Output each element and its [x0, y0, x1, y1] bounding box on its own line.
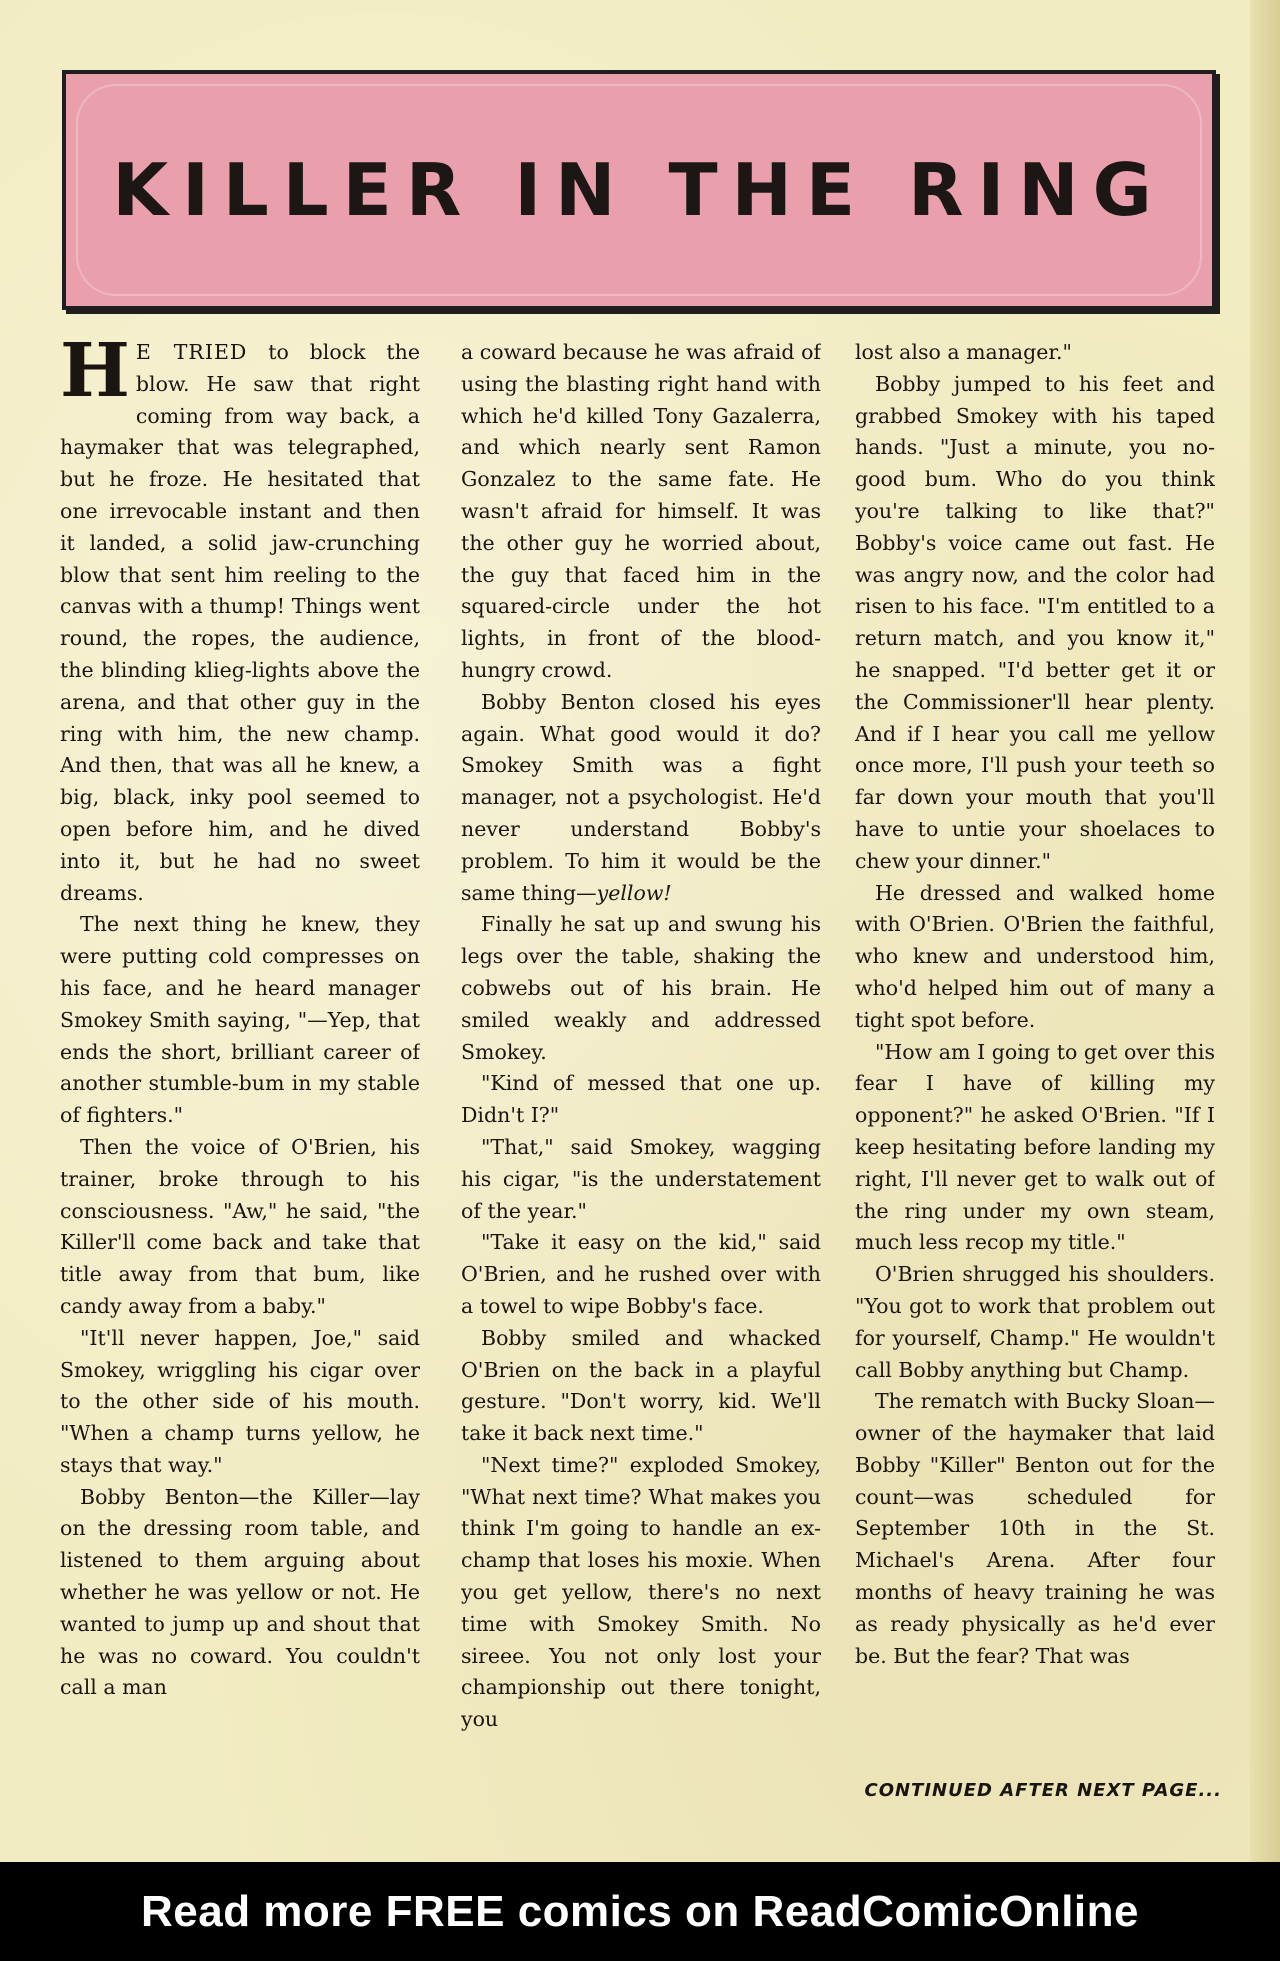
paragraph: "How am I going to get over this fear I have of killing my opponent?" he asked O'Brien. "If I keep hesitating before landing my right, I'll never get to walk out of the ring under my own steam, much less recop my title."	[855, 1039, 1215, 1255]
page-edge	[1250, 0, 1280, 1862]
opening-text: to block the blow. He saw that right coming from way back, a haymaker that was telegraphed, but he froze. He hesitated that one irrevocable instant and then it landed, a solid jaw-crunching blow that sent him reeling to the canvas with a thump! Things went round, the ropes, the audience, the blinding klieg-lights above the arena, and that other guy in the ring with him, the new champ. And then, that was all he knew, a big, black, inky pool seemed to open before him, and he dived into it, but he had no sweet dreams.	[60, 340, 420, 905]
text-column-3	[855, 337, 1215, 1782]
paragraph: "That," said Smokey, wagging his cigar, "is the understatement of the year."	[461, 1134, 821, 1223]
continued-label: CONTINUED AFTER NEXT PAGE...	[864, 1780, 1222, 1801]
title-panel	[62, 70, 1216, 310]
paragraph: The rematch with Bucky Sloan—owner of the haymaker that laid Bobby "Killer" Benton out for the count—was scheduled for September 10th in the St. Michael's Arena. After four months of heavy training he was as ready physically as he'd ever be. But the fear? That was	[855, 1389, 1215, 1668]
paragraph: "Kind of messed that one up. Didn't I?"	[461, 1071, 821, 1128]
paragraph: Finally he sat up and swung his legs over the table, shaking the cobwebs out of his brain. He smiled weakly and addressed Smokey.	[461, 912, 821, 1064]
text-column-1	[60, 337, 420, 1782]
drop-cap: H	[60, 337, 130, 414]
lead-word: E TRIED	[135, 340, 248, 364]
paragraph: "It'll never happen, Joe," said Smokey, wriggling his cigar over to the other side of his mouth. "When a champ turns yellow, he stays that way."	[60, 1325, 420, 1477]
paragraph: O'Brien shrugged his shoulders. "You got to work that problem out for yourself, Champ." He wouldn't call Bobby anything but Champ.	[855, 1262, 1215, 1382]
paragraph: He dressed and walked home with O'Brien. O'Brien the faithful, who knew and understood him, who'd helped him out of many a tight spot before.	[855, 880, 1215, 1032]
paragraph	[461, 687, 821, 910]
opening-paragraph	[60, 337, 420, 909]
paragraph: Bobby smiled and whacked O'Brien on the back in a playful gesture. "Don't worry, kid. We'll take it back next time."	[461, 1325, 821, 1446]
promo-banner[interactable]	[0, 1862, 1280, 1961]
text-column-2	[461, 337, 821, 1782]
paragraph: "Next time?" exploded Smokey, "What next time? What makes you think I'm going to handle an ex-champ that loses his moxie. When you get yellow, there's no next time with Smokey Smith. No sireee. You not only lost your championship out there tonight, you	[461, 1452, 821, 1732]
paragraph: Then the voice of O'Brien, his trainer, broke through to his consciousness. "Aw," he said, "the Killer'll come back and take that title away from that bum, like candy away from a baby."	[60, 1134, 420, 1318]
paragraph: "Take it easy on the kid," said O'Brien, and he rushed over with a towel to wipe Bobby's face.	[461, 1230, 821, 1318]
story-title: KILLER IN THE RING	[112, 148, 1166, 232]
paragraph: The next thing he knew, they were putting cold compresses on his face, and he heard manager Smokey Smith saying, "—Yep, that ends the short, brilliant career of another stumble-bum in my stable of fighters."	[60, 912, 420, 1128]
paragraph: Bobby Benton—the Killer—lay on the dressing room table, and listened to them arguing about whether he was yellow or not. He wanted to jump up and shout that he was no coward. You couldn't call a man	[60, 1484, 420, 1700]
promo-banner-text[interactable]: Read more FREE comics on ReadComicOnline	[140, 1886, 1139, 1936]
paragraph: Bobby jumped to his feet and grabbed Smokey with his taped hands. "Just a minute, you no-good bum. Who do you think you're talking to like that?" Bobby's voice came out fast. He was angry now, and the color had risen to his face. "I'm entitled to a return match, and you know it," he snapped. "I'd better get it or the Commissioner'll hear plenty. And if I hear you call me yellow once more, I'll push your teeth so far down your mouth that you'll have to untie your shoelaces to chew your dinner."	[855, 371, 1215, 873]
italic-emphasis: yellow!	[596, 880, 672, 905]
paragraph-continuation: a coward because he was afraid of using the blasting right hand with which he'd killed Tony Gazalerra, and which nearly sent Ramon Gonzalez to the same fate. He wasn't afraid for himself. It was the other guy he worried about, the guy that faced him in the squared-circle under the hot lights, in front of the blood-hungry crowd.	[461, 340, 821, 682]
paragraph-text: Bobby Benton closed his eyes again. What good would it do? Smokey Smith was a fight manager, not a psychologist. He'd never understand Bobby's problem. To him it would be the same thing—	[461, 689, 821, 905]
paragraph-continuation: lost also a manager."	[855, 340, 1072, 364]
